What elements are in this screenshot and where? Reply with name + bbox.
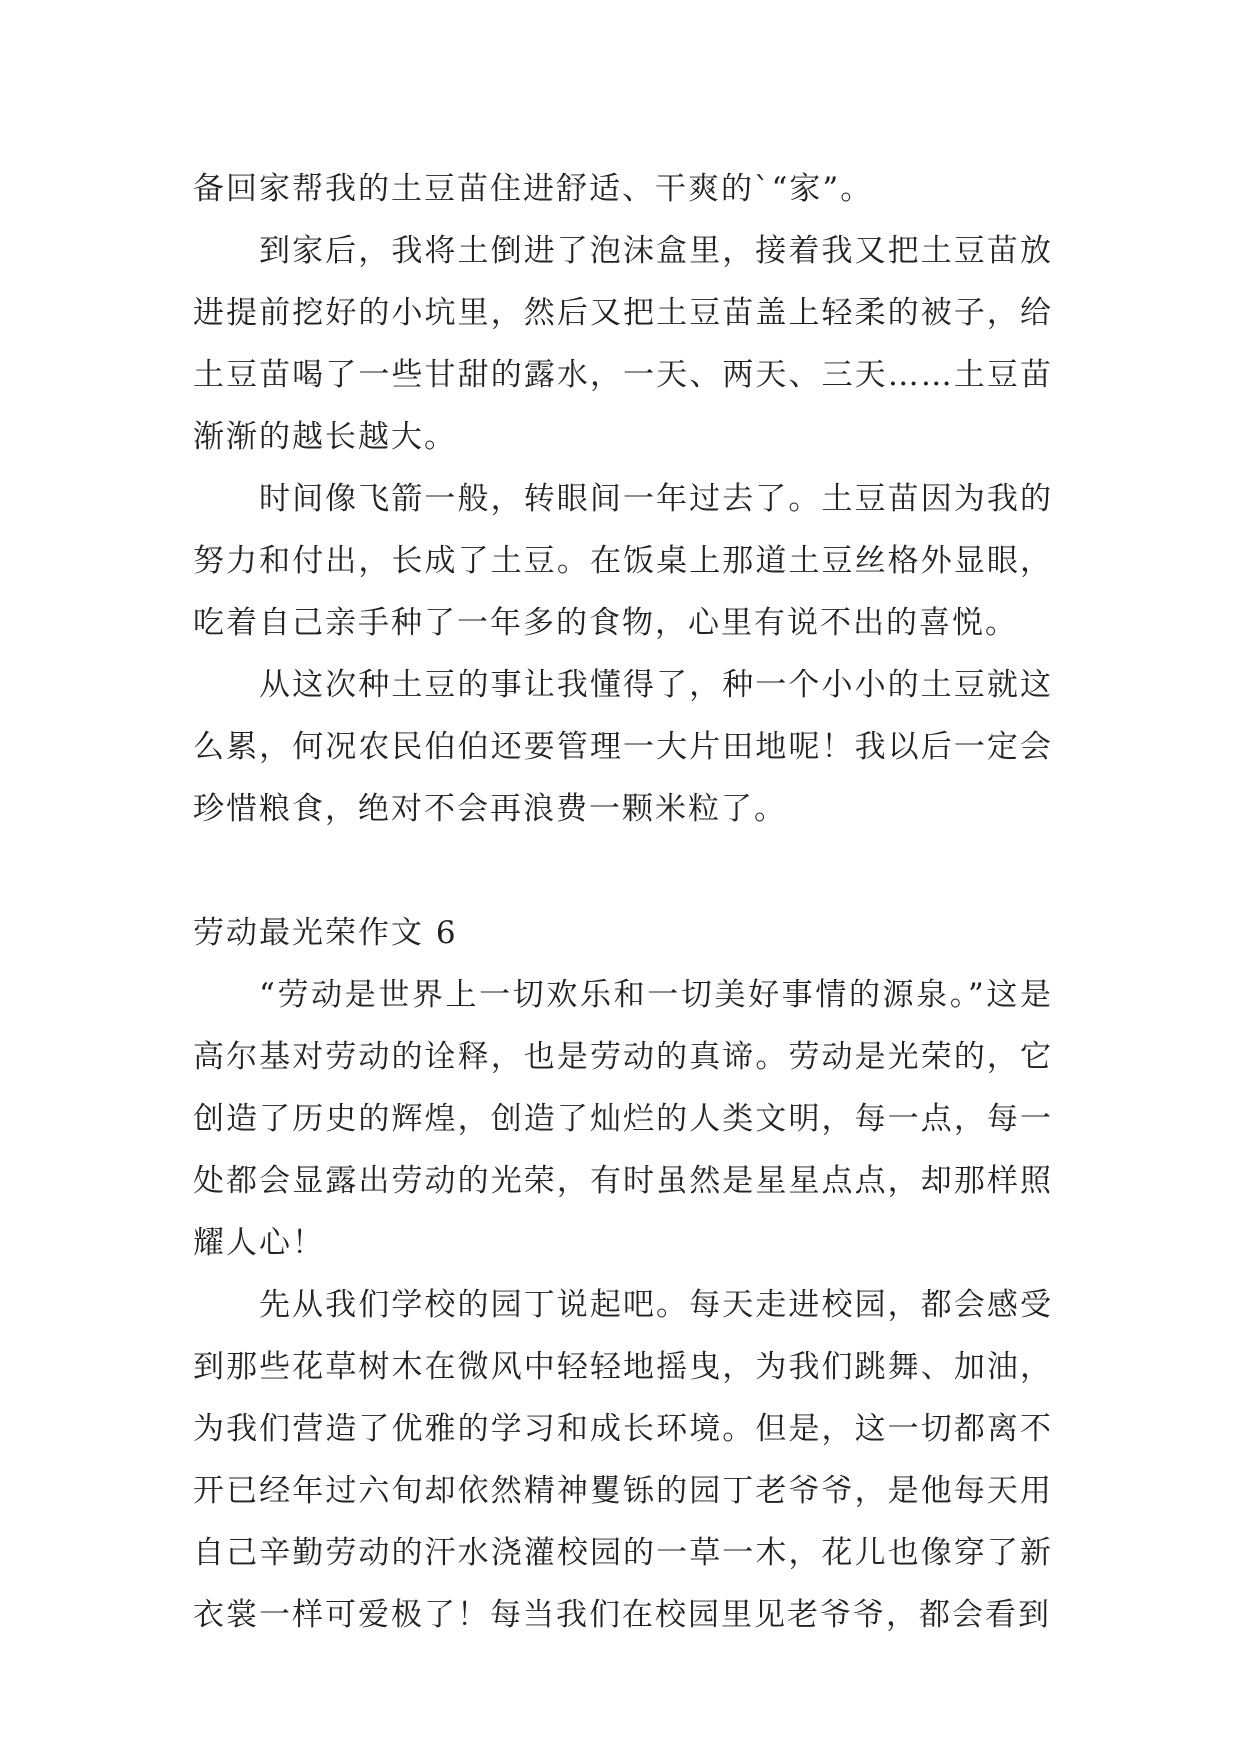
paragraph-arrive-home: 到家后，我将土倒进了泡沫盒里，接着我又把土豆苗放进提前挖好的小坑里，然后又把土豆苗盖上轻柔的被子，给土豆苗喝了一些甘甜的露水，一天、两天、三天……土豆苗渐渐的越长越大。 (193, 233, 1053, 455)
paragraph-lesson-learned: 从这次种土豆的事让我懂得了，种一个小小的土豆就这么累，何况农民伯伯还要管理一大片田地呢！我以后一定会珍惜粮食，绝对不会再浪费一颗米粒了。 (193, 667, 1053, 827)
paragraph-one-year-later: 时间像飞箭一般，转眼间一年过去了。土豆苗因为我的努力和付出，长成了土豆。在饭桌上那道土豆丝格外显眼，吃着自己亲手种了一年多的食物，心里有说不出的喜悦。 (193, 481, 1053, 641)
section-spacer (193, 840, 1053, 902)
paragraph-school-gardener: 先从我们学校的园丁说起吧。每天走进校园，都会感受到那些花草树木在微风中轻轻地摇曳，为我们跳舞、加油，为我们营造了优雅的学习和成长环境。但是，这一切都离不开已经年过六旬却依然精神矍铄的园丁老爷爷，是他每天用自己辛勤劳动的汗水浇灌校园的一草一木，花儿也像穿了新衣裳一样可爱极了！每当我们在校园里见老爷爷，都会看到 (193, 1287, 1053, 1633)
document-body (193, 158, 1053, 1646)
paragraph-gorky-quote: “劳动是世界上一切欢乐和一切美好事情的源泉。”这是高尔基对劳动的诠释，也是劳动的真谛。劳动是光荣的，它创造了历史的辉煌，创造了灿烂的人类文明，每一点，每一处都会显露出劳动的光荣，有时虽然是星星点点，却那样照耀人心！ (193, 977, 1053, 1261)
continuation-paragraph: 备回家帮我的土豆苗住进舒适、干爽的`“家”。 (193, 171, 874, 207)
section-title: 劳动最光荣作文 6 (193, 915, 458, 951)
